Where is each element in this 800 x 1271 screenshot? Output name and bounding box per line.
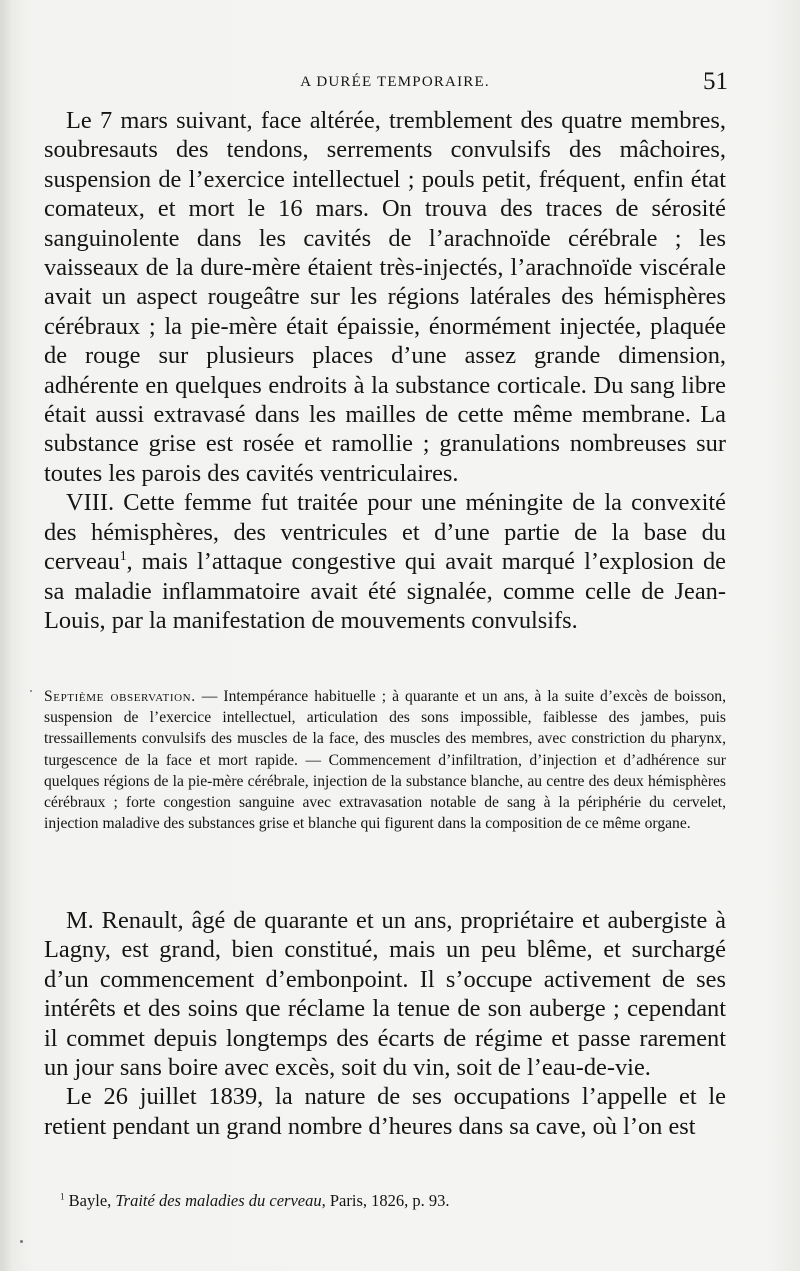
paragraph-viii-text-start: VIII. Cette femme fut traitée pour une méningite de la convexité des hémisphères, des ventricules et d’une partie de la base du cerveau — [44, 489, 726, 576]
footnote — [60, 1190, 720, 1212]
page-edge-shadow — [0, 0, 12, 1271]
paragraph-viii-text-end: , mais l’attaque congestive qui avait marqué l’explosion de sa maladie inflammatoire avait été signalée, comme celle de Jean-Louis, par la manifestation de mouvements convulsifs. — [44, 548, 726, 634]
case-text-block — [44, 906, 726, 1141]
paragraph-viii — [44, 488, 726, 635]
footnote-marker: 1 — [60, 1191, 65, 1202]
observation-text: — Intempérance habituelle ; à quarante et un ans, à la suite d’excès de boisson, suspension de l’exercice intellectuel, articulation des sons impossible, faiblesse des jambes, puis tressaillements convulsifs des muscles de la face, des muscles des membres, avec constriction du pharynx, turgescence de la face et mort rapide. — Commencement d’infiltration, d’injection et d’adhérence sur quelques régions de la pie-mère cérébrale, injection de la substance blanche, au centre des deux hémisphères cérébraux ; forte congestion sanguine avec extravasation notable de sang à la périphérie du cervelet, injection maladive des substances grise et blanche qui figurent dans la composition de ce même organe. — [44, 688, 726, 833]
case-paragraph-2: Le 26 juillet 1839, la nature de ses occupations l’appelle et le retient pendant un grand nombre d’heures dans sa cave, où l’on est — [44, 1083, 726, 1140]
observation-heading: Septième observation. — [44, 688, 196, 705]
paper-speck — [20, 1240, 23, 1243]
footnote-author: Bayle, — [64, 1191, 116, 1210]
observation-paragraph — [44, 686, 726, 834]
main-text-block — [44, 106, 726, 635]
footnote-title: Traité des maladies du cerveau — [115, 1191, 322, 1210]
case-paragraph-1: M. Renault, âgé de quarante et un ans, propriétaire et aubergiste à Lagny, est grand, bien constitué, mais un peu blême, et surchargé d’un commencement d’embonpoint. Il s’occupe activement de ses intérêts et des soins que réclame la tenue de son auberge ; cependant il commet depuis longtemps des écarts de régime et passe rarement un jour sans boire avec excès, soit du vin, soit de l’eau-de-vie. — [44, 907, 726, 1082]
running-head: A DURÉE TEMPORAIRE. — [300, 74, 490, 90]
paragraph-continuation: Le 7 mars suivant, face altérée, tremblement des quatre membres, soubresauts des tendons, serrements convulsifs des mâchoires, suspension de l’exercice intellectuel ; pouls petit, fréquent, enfin état comateux, et mort le 16 mars. On trouva des traces de sérosité sanguinolente dans les cavités de l’arachnoïde cérébrale ; les vaisseaux de la dure-mère étaient très-injectés, l’arachnoïde viscérale avait un aspect rougeâtre sur les régions latérales des hémisphères cérébraux ; la pie-mère était épaissie, énormément injectée, plaquée de rouge sur plusieurs places d’une assez grande dimension, adhérente en quelques endroits à la substance corticale. Du sang libre était aussi extravasé dans les mailles de cette même membrane. La substance grise est rosée et ramollie ; granulations nombreuses sur toutes les parois des cavités ventriculaires. — [44, 107, 726, 487]
footnote-reference: 1 — [119, 547, 127, 563]
footnote-rest: , Paris, 1826, p. 93. — [321, 1191, 450, 1210]
paper-speck — [30, 690, 32, 692]
page-number: 51 — [703, 68, 728, 95]
observation-summary — [44, 686, 726, 834]
page-header — [60, 70, 730, 102]
